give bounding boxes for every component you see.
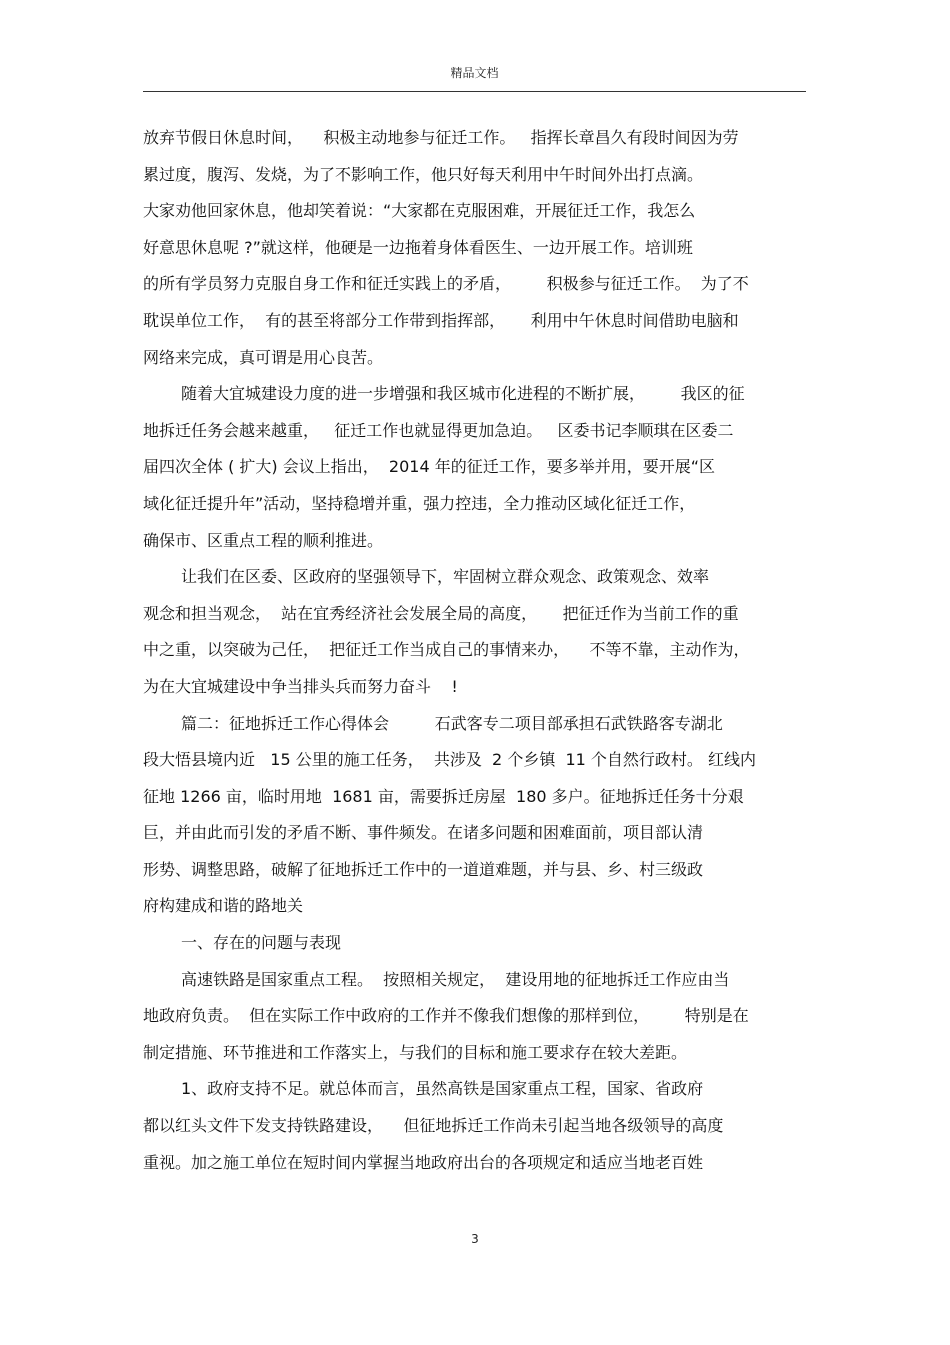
text-line: 地拆迁任务会越来越重， 征迁工作也就显得更加急迫。 区委书记李顺琪在区委二: [143, 420, 734, 440]
text-line: 放弃节假日休息时间， 积极主动地参与征迁工作。 指挥长章昌久有段时间因为劳: [143, 128, 739, 147]
text-line: 域化征迁提升年”活动，坚持稳增并重，强力控违，全力推动区域化征迁工作，: [143, 493, 696, 513]
page-number: 3: [471, 1232, 479, 1246]
text-line: 的所有学员努力克服自身工作和征迁实践上的矛盾， 积极参与征迁工作。 为了不: [143, 274, 749, 294]
text-line: 让我们在区委、区政府的坚强领导下，牢固树立群众观念、政策观念、效率: [181, 567, 710, 587]
text-line: 累过度，腹泻、发烧，为了不影响工作，他只好每天利用中午时间外出打点滴。: [143, 164, 704, 184]
text-line: 制定措施、环节推进和工作落实上，与我们的目标和施工要求存在较大差距。: [143, 1042, 688, 1062]
text-line: 为在大宜城建设中争当排头兵而努力奋斗 !: [143, 676, 458, 696]
text-line: 中之重，以突破为己任， 把征迁工作当成自己的事情来办， 不等不靠，主动作为，: [143, 640, 750, 660]
text-line: 1、政府支持不足。就总体而言，虽然高铁是国家重点工程，国家、省政府: [181, 1079, 704, 1099]
text-line: 好意思休息呢 ?”就这样，他硬是一边拖着身体看医生、一边开展工作。培训班: [143, 237, 693, 257]
document-body: [143, 120, 807, 1181]
header-divider: [143, 91, 806, 92]
text-line: 确保市、区重点工程的顺利推进。: [143, 530, 384, 550]
text-line: 一、存在的问题与表现: [181, 933, 342, 953]
text-line: 征地 1266 亩，临时用地 1681 亩，需要拆迁房屋 180 多户。征地拆迁任务十分艰: [143, 786, 744, 806]
text-line: 重视。加之施工单位在短时间内掌握当地政府出台的各项规定和适应当地老百姓: [143, 1152, 704, 1172]
text-line: 观念和担当观念， 站在宜秀经济社会发展全局的高度， 把征迁作为当前工作的重: [143, 603, 739, 623]
text-line: 届四次全体 ( 扩大) 会议上指出， 2014 年的征迁工作，要多举并用，要开展“区: [143, 457, 716, 477]
text-line: 耽误单位工作， 有的甚至将部分工作带到指挥部， 利用中午休息时间借助电脑和: [143, 310, 739, 330]
text-line: 高速铁路是国家重点工程。 按照相关规定， 建设用地的征地拆迁工作应由当: [181, 969, 730, 989]
text-line: 府构建成和谐的路地关: [143, 896, 304, 916]
text-line: 段大悟县境内近 15 公里的施工任务， 共涉及 2 个乡镇 11 个自然行政村。 红线内: [143, 750, 757, 770]
text-line: 网络来完成，真可谓是用心良苦。: [143, 347, 384, 367]
text-line: 巨，并由此而引发的矛盾不断、事件频发。在诸多问题和困难面前，项目部认清: [143, 823, 704, 843]
text-line: 都以红头文件下发支持铁路建设， 但征地拆迁工作尚未引起当地各级领导的高度: [143, 1116, 724, 1136]
text-line: 形势、调整思路，破解了征地拆迁工作中的一道道难题，并与县、乡、村三级政: [143, 859, 704, 879]
text-line: 随着大宜城建设力度的进一步增强和我区城市化进程的不断扩展， 我区的征: [181, 384, 745, 404]
text-line: 篇二：征地拆迁工作心得体会 石武客专二项目部承担石武铁路客专湖北: [181, 713, 723, 733]
page-header: 精品文档: [450, 66, 499, 80]
text-line: 地政府负责。 但在实际工作中政府的工作并不像我们想像的那样到位， 特别是在: [143, 1006, 749, 1026]
text-line: 大家劝他回家休息，他却笑着说：“大家都在克服困难，开展征迁工作，我怎么: [143, 201, 696, 221]
